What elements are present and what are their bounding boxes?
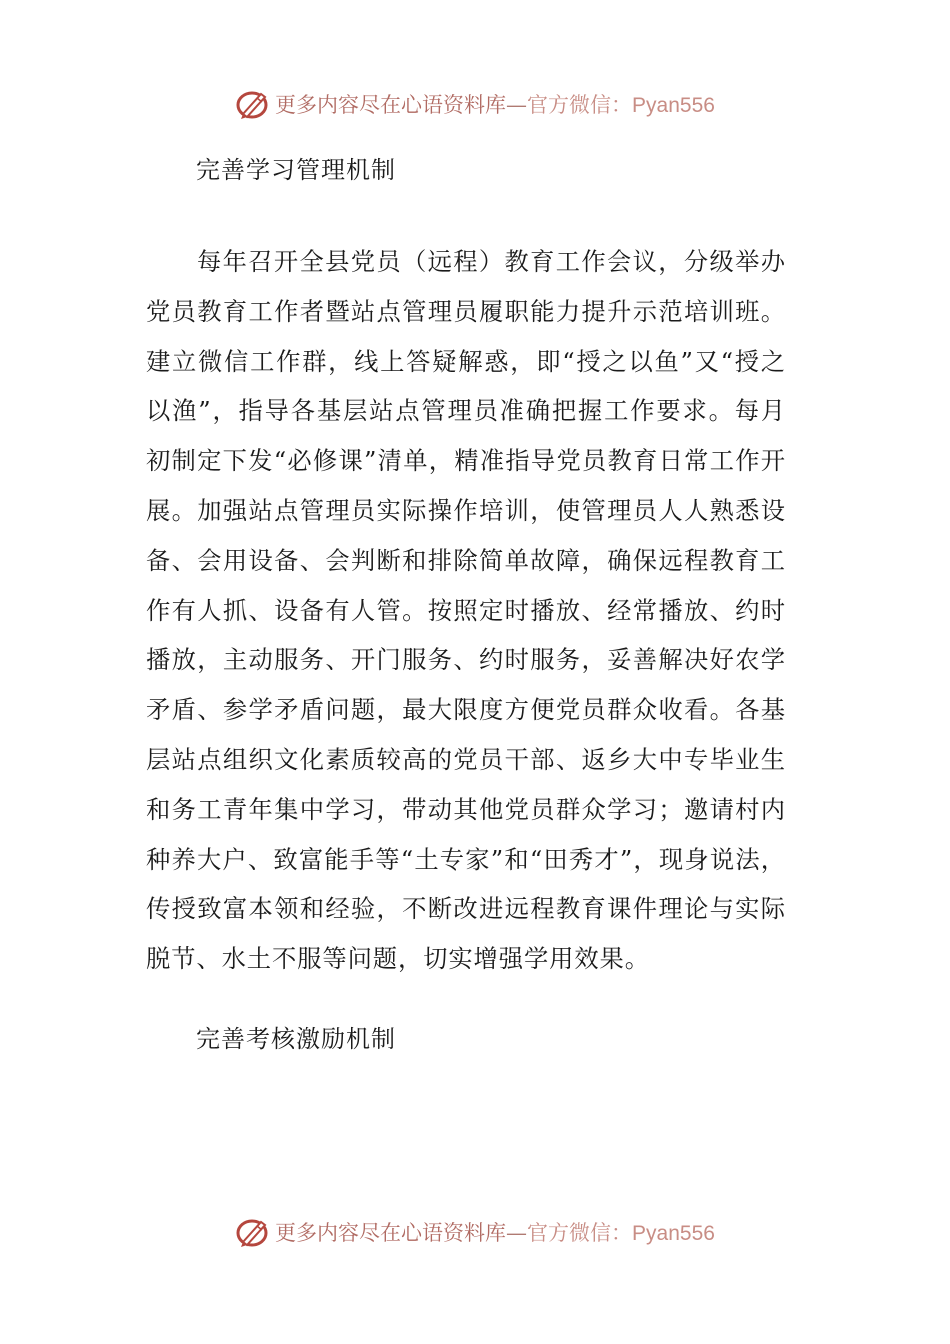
body-paragraph: 每年召开全县党员（远程）教育工作会议，分级举办党员教育工作者暨站点管理员履职能力提升示范培训班。建立微信工作群，线上答疑解惑，即“授之以鱼”又“授之以渔”，指导各基层站点管理员准确把握工作要求。每月初制定下发“必修课”清单，精准指导党员教育日常工作开展。加强站点管理员实际操作培训，使管理员人人熟悉设备、会用设备、会判断和排除简单故障，确保远程教育工作有人抓、设备有人管。按照定时播放、经常播放、约时播放，主动服务、开门服务、约时服务，妥善解决好农学矛盾、参学矛盾问题，最大限度方便党员群众收看。各基层站点组织文化素质较高的党员干部、返乡大中专毕业生和务工青年集中学习，带动其他党员群众学习；邀请村内种养大户、致富能手等“土专家”和“田秀才”，现身说法，传授致富本领和经验，不断改进远程教育课件理论与实际脱节、水土不服等问题，切实增强学用效果。 [146, 247, 786, 974]
watermark-text: 更多内容尽在心语资料库—官方微信：Pyan556 [275, 93, 715, 117]
section-heading-study-management: 完善学习管理机制 [196, 156, 396, 184]
section-heading-assessment-incentive: 完善考核激励机制 [196, 1025, 396, 1053]
pen-logo-icon [235, 86, 271, 122]
footer-watermark [0, 1212, 950, 1252]
pen-logo-icon [235, 1214, 271, 1250]
watermark-text: 更多内容尽在心语资料库—官方微信：Pyan556 [275, 1221, 715, 1245]
header-watermark [0, 84, 950, 124]
